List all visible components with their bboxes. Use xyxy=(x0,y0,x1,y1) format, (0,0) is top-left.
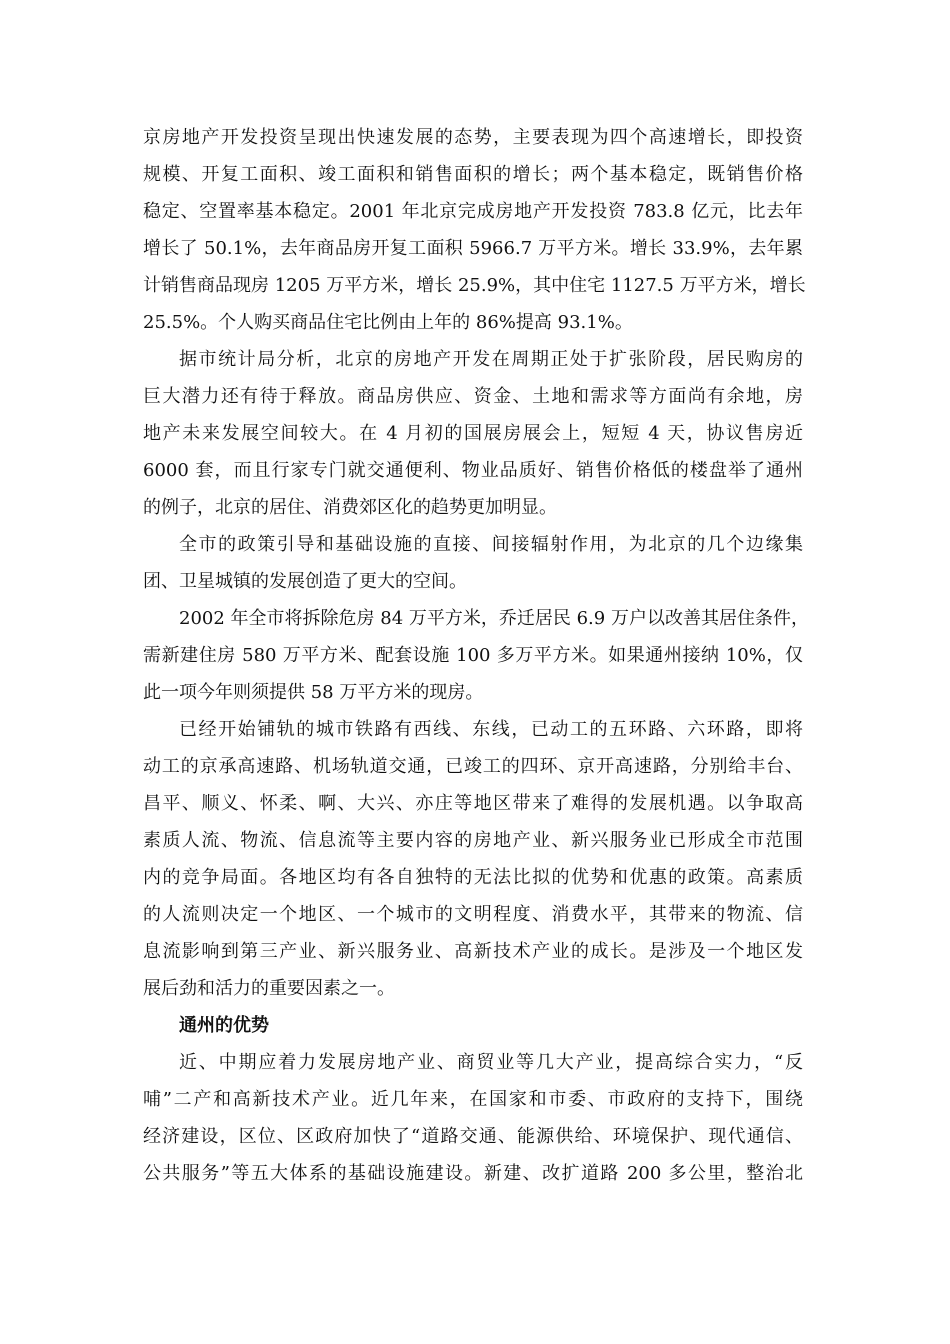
text-line: 哺”二产和高新技术产业。近几年来，在国家和市委、市政府的支持下，围绕 xyxy=(143,1089,803,1110)
text-line: 的人流则决定一个地区、一个城市的文明程度、消费水平，其带来的物流、信 xyxy=(143,904,803,925)
text-line: 息流影响到第三产业、新兴服务业、高新技术产业的成长。是涉及一个地区发 xyxy=(143,941,803,962)
document-body xyxy=(143,119,809,1192)
text-line: 展后劲和活力的重要因素之一。 xyxy=(143,978,395,999)
section-heading: 通州的优势 xyxy=(179,1015,269,1036)
text-line: 此一项今年则须提供 58 万平方米的现房。 xyxy=(143,682,484,703)
text-line: 地产未来发展空间较大。在 4 月初的国展房展会上，短短 4 天，协议售房近 xyxy=(143,423,803,444)
text-line: 团、卫星城镇的发展创造了更大的空间。 xyxy=(143,571,467,592)
paragraph xyxy=(143,1044,803,1192)
text-line: 已经开始铺轨的城市铁路有西线、东线，已动工的五环路、六环路，即将 xyxy=(179,719,803,740)
paragraph xyxy=(143,119,806,341)
text-line: 的例子，北京的居住、消费郊区化的趋势更加明显。 xyxy=(143,497,557,518)
text-line: 6000 套，而且行家专门就交通便利、物业品质好、销售价格低的楼盘举了通州 xyxy=(143,460,803,481)
paragraph xyxy=(143,526,803,600)
paragraph xyxy=(143,600,809,711)
text-line: 昌平、顺义、怀柔、啊、大兴、亦庄等地区带来了难得的发展机遇。以争取高 xyxy=(143,793,803,814)
text-line: 京房地产开发投资呈现出快速发展的态势，主要表现为四个高速增长，即投资 xyxy=(143,127,803,148)
text-line: 公共服务”等五大体系的基础设施建设。新建、改扩道路 200 多公里，整治北 xyxy=(143,1163,803,1184)
paragraph xyxy=(143,341,803,526)
text-line: 巨大潜力还有待于释放。商品房供应、资金、土地和需求等方面尚有余地，房 xyxy=(143,386,803,407)
paragraph xyxy=(143,711,803,1007)
text-line: 规模、开复工面积、竣工面积和销售面积的增长；两个基本稳定，既销售价格 xyxy=(143,164,803,185)
text-line: 经济建设，区位、区政府加快了“道路交通、能源供给、环境保护、现代通信、 xyxy=(143,1126,803,1147)
text-line: 25.5%。个人购买商品住宅比例由上年的 86%提高 93.1%。 xyxy=(143,312,633,333)
text-line: 计销售商品现房 1205 万平方米，增长 25.9%，其中住宅 1127.5 万平方米，增长 xyxy=(143,275,806,296)
text-line: 内的竞争局面。各地区均有各自独特的无法比拟的优势和优惠的政策。高素质 xyxy=(143,867,803,888)
text-line: 稳定、空置率基本稳定。2001 年北京完成房地产开发投资 783.8 亿元，比去年 xyxy=(143,201,803,222)
text-line: 素质人流、物流、信息流等主要内容的房地产业、新兴服务业已形成全市范围 xyxy=(143,830,803,851)
text-line: 近、中期应着力发展房地产业、商贸业等几大产业，提高综合实力，“反 xyxy=(179,1052,803,1073)
text-line: 动工的京承高速路、机场轨道交通，已竣工的四环、京开高速路，分别给丰台、 xyxy=(143,756,803,777)
text-line: 据市统计局分析，北京的房地产开发在周期正处于扩张阶段，居民购房的 xyxy=(179,349,803,370)
text-line: 2002 年全市将拆除危房 84 万平方米，乔迁居民 6.9 万户以改善其居住条件， xyxy=(179,608,809,629)
text-line: 需新建住房 580 万平方米、配套设施 100 多万平方米。如果通州接纳 10%，仅 xyxy=(143,645,803,666)
text-line: 全市的政策引导和基础设施的直接、间接辐射作用，为北京的几个边缘集 xyxy=(179,534,803,555)
text-line: 增长了 50.1%，去年商品房开复工面积 5966.7 万平方米。增长 33.9%，去年累 xyxy=(143,238,803,259)
